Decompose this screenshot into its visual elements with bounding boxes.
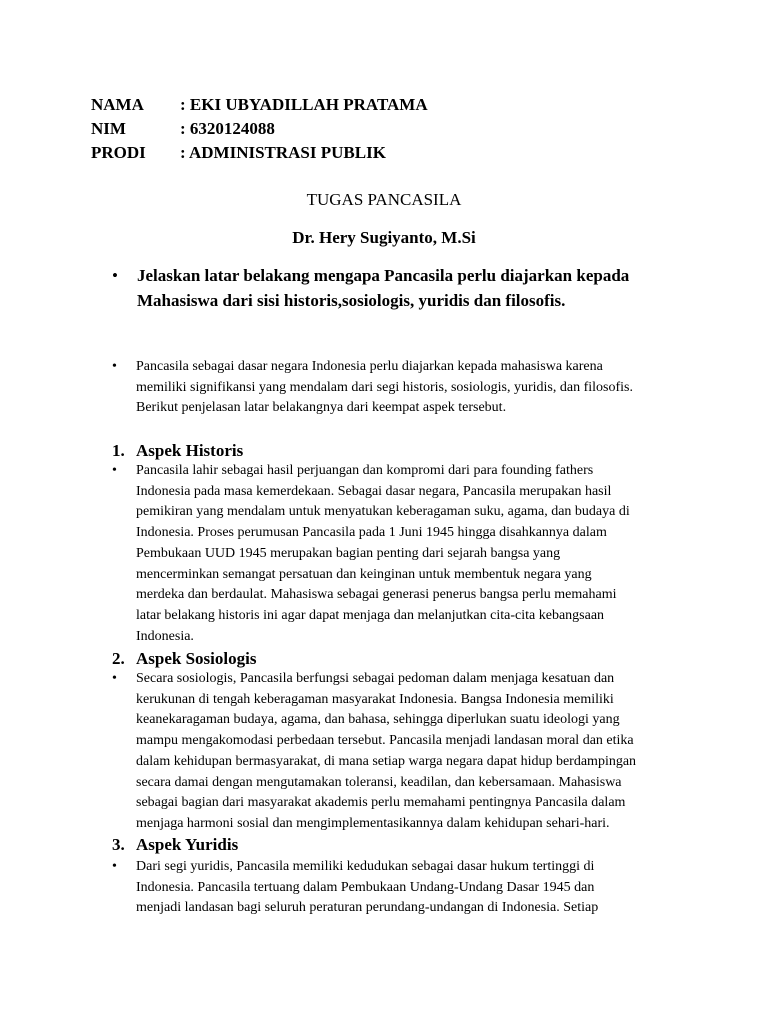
nim-value: : 6320124088 (180, 119, 275, 138)
section-title: Aspek Historis (136, 441, 244, 460)
paragraph-line: menjadi landasan bagi seluruh peraturan perundang-undangan di Indonesia. Setiap (136, 900, 599, 916)
paragraph-line: Pancasila lahir sebagai hasil perjuangan dan kompromi dari para founding fathers (136, 463, 594, 478)
prodi-label: PRODI (91, 143, 146, 162)
intro-line: memiliki signifikansi yang mendalam dari segi historis, sosiologis, yuridis, dan filosofis. (136, 379, 633, 395)
paragraph-line: keanekaragaman budaya, agama, dan bahasa, sehingga diperlukan suatu ideologi yang (136, 712, 620, 728)
prodi-value: : ADMINISTRASI PUBLIK (180, 143, 386, 162)
bullet-icon: • (112, 463, 117, 478)
section-text (136, 461, 686, 647)
section-number: 1. (112, 441, 125, 460)
paragraph-line: latar belakang historis ini agar dapat menjaga dan melanjutkan cita-cita kebangsaan (136, 607, 605, 623)
bullet-icon: • (112, 671, 117, 686)
bullet-icon: • (112, 359, 117, 374)
paragraph-line: menjaga harmoni sosial dan mengimplementasikannya dalam kehidupan sehari-hari. (136, 815, 610, 831)
bullet-icon: • (112, 859, 117, 874)
paragraph-line: Secara sosiologis, Pancasila berfungsi sebagai pedoman dalam menjaga kesatuan dan (136, 671, 615, 686)
paragraph-line: pemikiran yang mendalam untuk menyatukan keberagaman suku, agama, dan budaya di (136, 504, 630, 520)
paragraph-line: secara damai dengan mengutamakan toleransi, keadilan, dan kebersamaan. Mahasiswa (136, 774, 622, 790)
intro-text (136, 357, 686, 419)
name-label: NAMA (91, 95, 144, 114)
question-text (137, 263, 672, 313)
section-text (136, 669, 686, 835)
paragraph-line: Pembukaan UUD 1945 merupakan bagian penting dari sejarah bangsa yang (136, 545, 561, 561)
paragraph-line: Indonesia. Proses perumusan Pancasila pada 1 Juni 1945 hingga disahkannya dalam (136, 525, 607, 541)
intro-line: Pancasila sebagai dasar negara Indonesia perlu diajarkan kepada mahasiswa karena (136, 359, 603, 374)
paragraph-line: Indonesia. (136, 628, 194, 644)
paragraph-line: sebagai bagian dari masyarakat akademis perlu memahami pentingnya Pancasila dalam (136, 795, 626, 811)
intro-line: Berikut penjelasan latar belakangnya dari keempat aspek tersebut. (136, 400, 507, 416)
section-title: Aspek Sosiologis (136, 649, 257, 668)
section-number: 2. (112, 649, 125, 668)
paragraph-line: Indonesia. Pancasila tertuang dalam Pembukaan Undang-Undang Dasar 1945 dan (136, 879, 595, 895)
name-value: : EKI UBYADILLAH PRATAMA (180, 95, 428, 114)
paragraph-line: mampu mengakomodasi perbedaan tersebut. Pancasila menjadi landasan moral dan etika (136, 733, 634, 749)
bullet-icon: • (112, 266, 118, 285)
nim-label: NIM (91, 119, 126, 138)
question-line: Jelaskan latar belakang mengapa Pancasila perlu diajarkan kepada (137, 266, 630, 285)
paragraph-line: merdeka dan berdaulat. Mahasiswa sebagai generasi penerus bangsa perlu memahami (136, 587, 617, 603)
document-title: TUGAS PANCASILA (306, 190, 462, 209)
paragraph-line: Indonesia pada masa kemerdekaan. Sebagai dasar negara, Pancasila merupakan hasil (136, 483, 612, 499)
section-title: Aspek Yuridis (136, 835, 239, 854)
lecturer-name: Dr. Hery Sugiyanto, M.Si (292, 228, 476, 247)
section-text (136, 857, 686, 919)
paragraph-line: dalam kehidupan bermasyarakat, di mana setiap warga negara dapat hidup berdampingan (136, 753, 637, 769)
section-number: 3. (112, 835, 125, 854)
question-line: Mahasiswa dari sisi historis,sosiologis, yuridis dan filosofis. (137, 291, 566, 310)
paragraph-line: mencerminkan semangat persatuan dan keinginan untuk membentuk negara yang (136, 566, 592, 582)
paragraph-line: kerukunan di tengah keberagaman masyarakat Indonesia. Bangsa Indonesia memiliki (136, 691, 614, 707)
paragraph-line: Dari segi yuridis, Pancasila memiliki kedudukan sebagai dasar hukum tertinggi di (136, 859, 595, 874)
